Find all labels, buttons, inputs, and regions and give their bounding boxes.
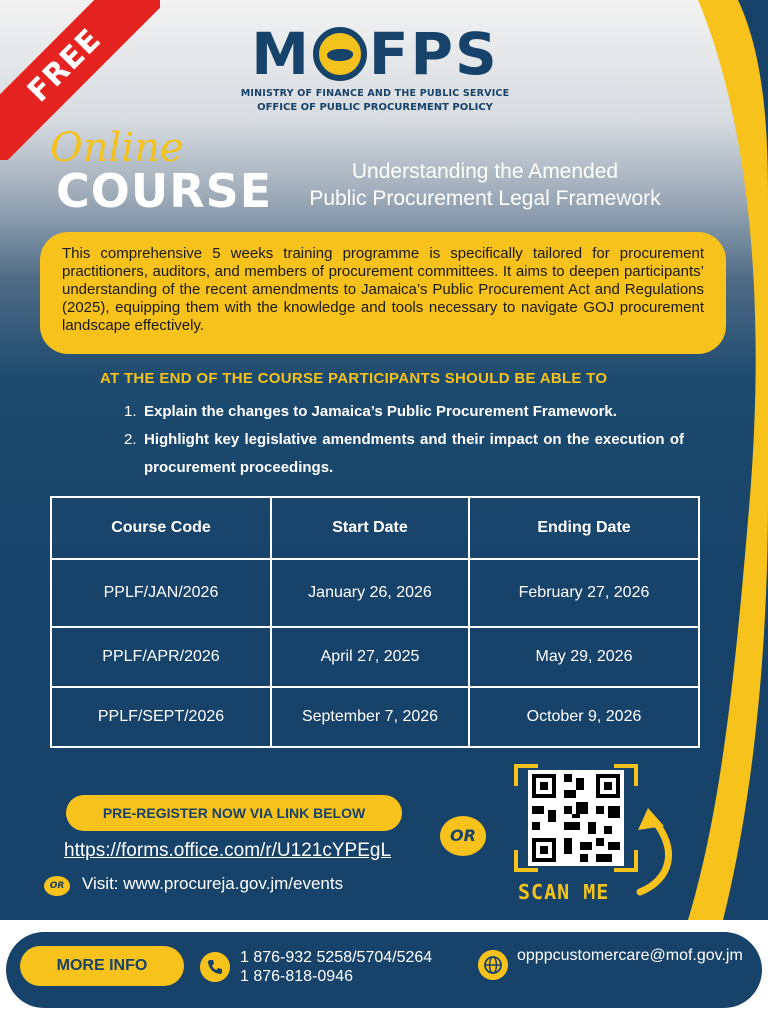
- table-cell: PPLF/JAN/2026: [51, 559, 271, 627]
- table-row: [51, 627, 699, 687]
- column-header: Start Date: [271, 497, 469, 559]
- qr-code-icon[interactable]: [528, 770, 624, 866]
- email-address[interactable]: opppcustomercare@mof.gov.jm: [517, 947, 743, 964]
- outcome-text: Highlight key legislative amendments and their impact on the execution of procurement proceedings.: [144, 431, 684, 476]
- registration-link[interactable]: https://forms.office.com/r/U121cYPEgL: [64, 840, 392, 861]
- or-badge-large: OR: [440, 816, 486, 856]
- course-title-line2: Public Procurement Legal Framework: [309, 187, 661, 210]
- table-cell: February 27, 2026: [469, 559, 699, 627]
- table-cell: April 27, 2025: [271, 627, 469, 687]
- table-cell: September 7, 2026: [271, 687, 469, 747]
- course-heading: COURSE: [56, 164, 273, 218]
- logo-office: OFFICE OF PUBLIC PROCUREMENT POLICY: [257, 102, 493, 113]
- logo-letters-right: FPS: [368, 20, 499, 88]
- outcomes-heading: AT THE END OF THE COURSE PARTICIPANTS SHOULD BE ABLE TO: [100, 370, 608, 387]
- pre-register-button[interactable]: PRE-REGISTER NOW VIA LINK BELOW: [66, 795, 402, 831]
- outcome-item: [124, 426, 684, 482]
- phone-number-2[interactable]: 1 876-818-0946: [240, 968, 353, 985]
- logo-wordmark: [230, 22, 520, 86]
- course-title: [270, 158, 700, 212]
- column-header: Course Code: [51, 497, 271, 559]
- table-cell: PPLF/APR/2026: [51, 627, 271, 687]
- curved-arrow-icon: [620, 800, 690, 900]
- yellow-swoosh: [678, 0, 768, 920]
- table-header-row: [51, 497, 699, 559]
- table-cell: January 26, 2026: [271, 559, 469, 627]
- scan-me-label: SCAN ME: [518, 880, 610, 904]
- schedule-table: [50, 496, 700, 748]
- jamaica-map-icon: [313, 27, 367, 81]
- phone-number-1[interactable]: 1 876-932 5258/5704/5264: [240, 949, 433, 966]
- course-title-line1: Understanding the Amended: [351, 160, 619, 183]
- table-cell: May 29, 2026: [469, 627, 699, 687]
- phone-numbers: [240, 948, 432, 986]
- visit-website-text[interactable]: Visit: www.procureja.gov.jm/events: [82, 874, 344, 893]
- phone-icon: [200, 952, 230, 982]
- table-cell: October 9, 2026: [469, 687, 699, 747]
- logo-letters-left: M: [251, 20, 311, 88]
- outcome-number: 2.: [124, 431, 137, 448]
- or-badge-small: OR: [44, 876, 70, 896]
- table-row: [51, 559, 699, 627]
- free-label: FREE: [0, 0, 160, 160]
- outcomes-list: [124, 398, 684, 482]
- mofps-logo: [230, 22, 520, 113]
- outcome-item: [124, 398, 684, 426]
- outcome-number: 1.: [124, 403, 137, 420]
- online-script: Online: [50, 125, 184, 171]
- globe-icon: [478, 950, 508, 980]
- outcome-text: Explain the changes to Jamaica’s Public Procurement Framework.: [144, 403, 617, 420]
- table-cell: PPLF/SEPT/2026: [51, 687, 271, 747]
- column-header: Ending Date: [469, 497, 699, 559]
- course-description: This comprehensive 5 weeks training programme is specifically tailored for procurement practitioners, auditors, and members of procurement committees. It aims to deepen participants’ understanding of the recent amendments to Jamaica’s Public Procurement Act and Regulations (2025), equipping them with the knowledge and tools necessary to navigate GOJ procurement landscape effectively.: [40, 232, 726, 354]
- table-row: [51, 687, 699, 747]
- more-info-button[interactable]: MORE INFO: [20, 946, 184, 986]
- logo-ministry: MINISTRY OF FINANCE AND THE PUBLIC SERVICE: [240, 88, 510, 99]
